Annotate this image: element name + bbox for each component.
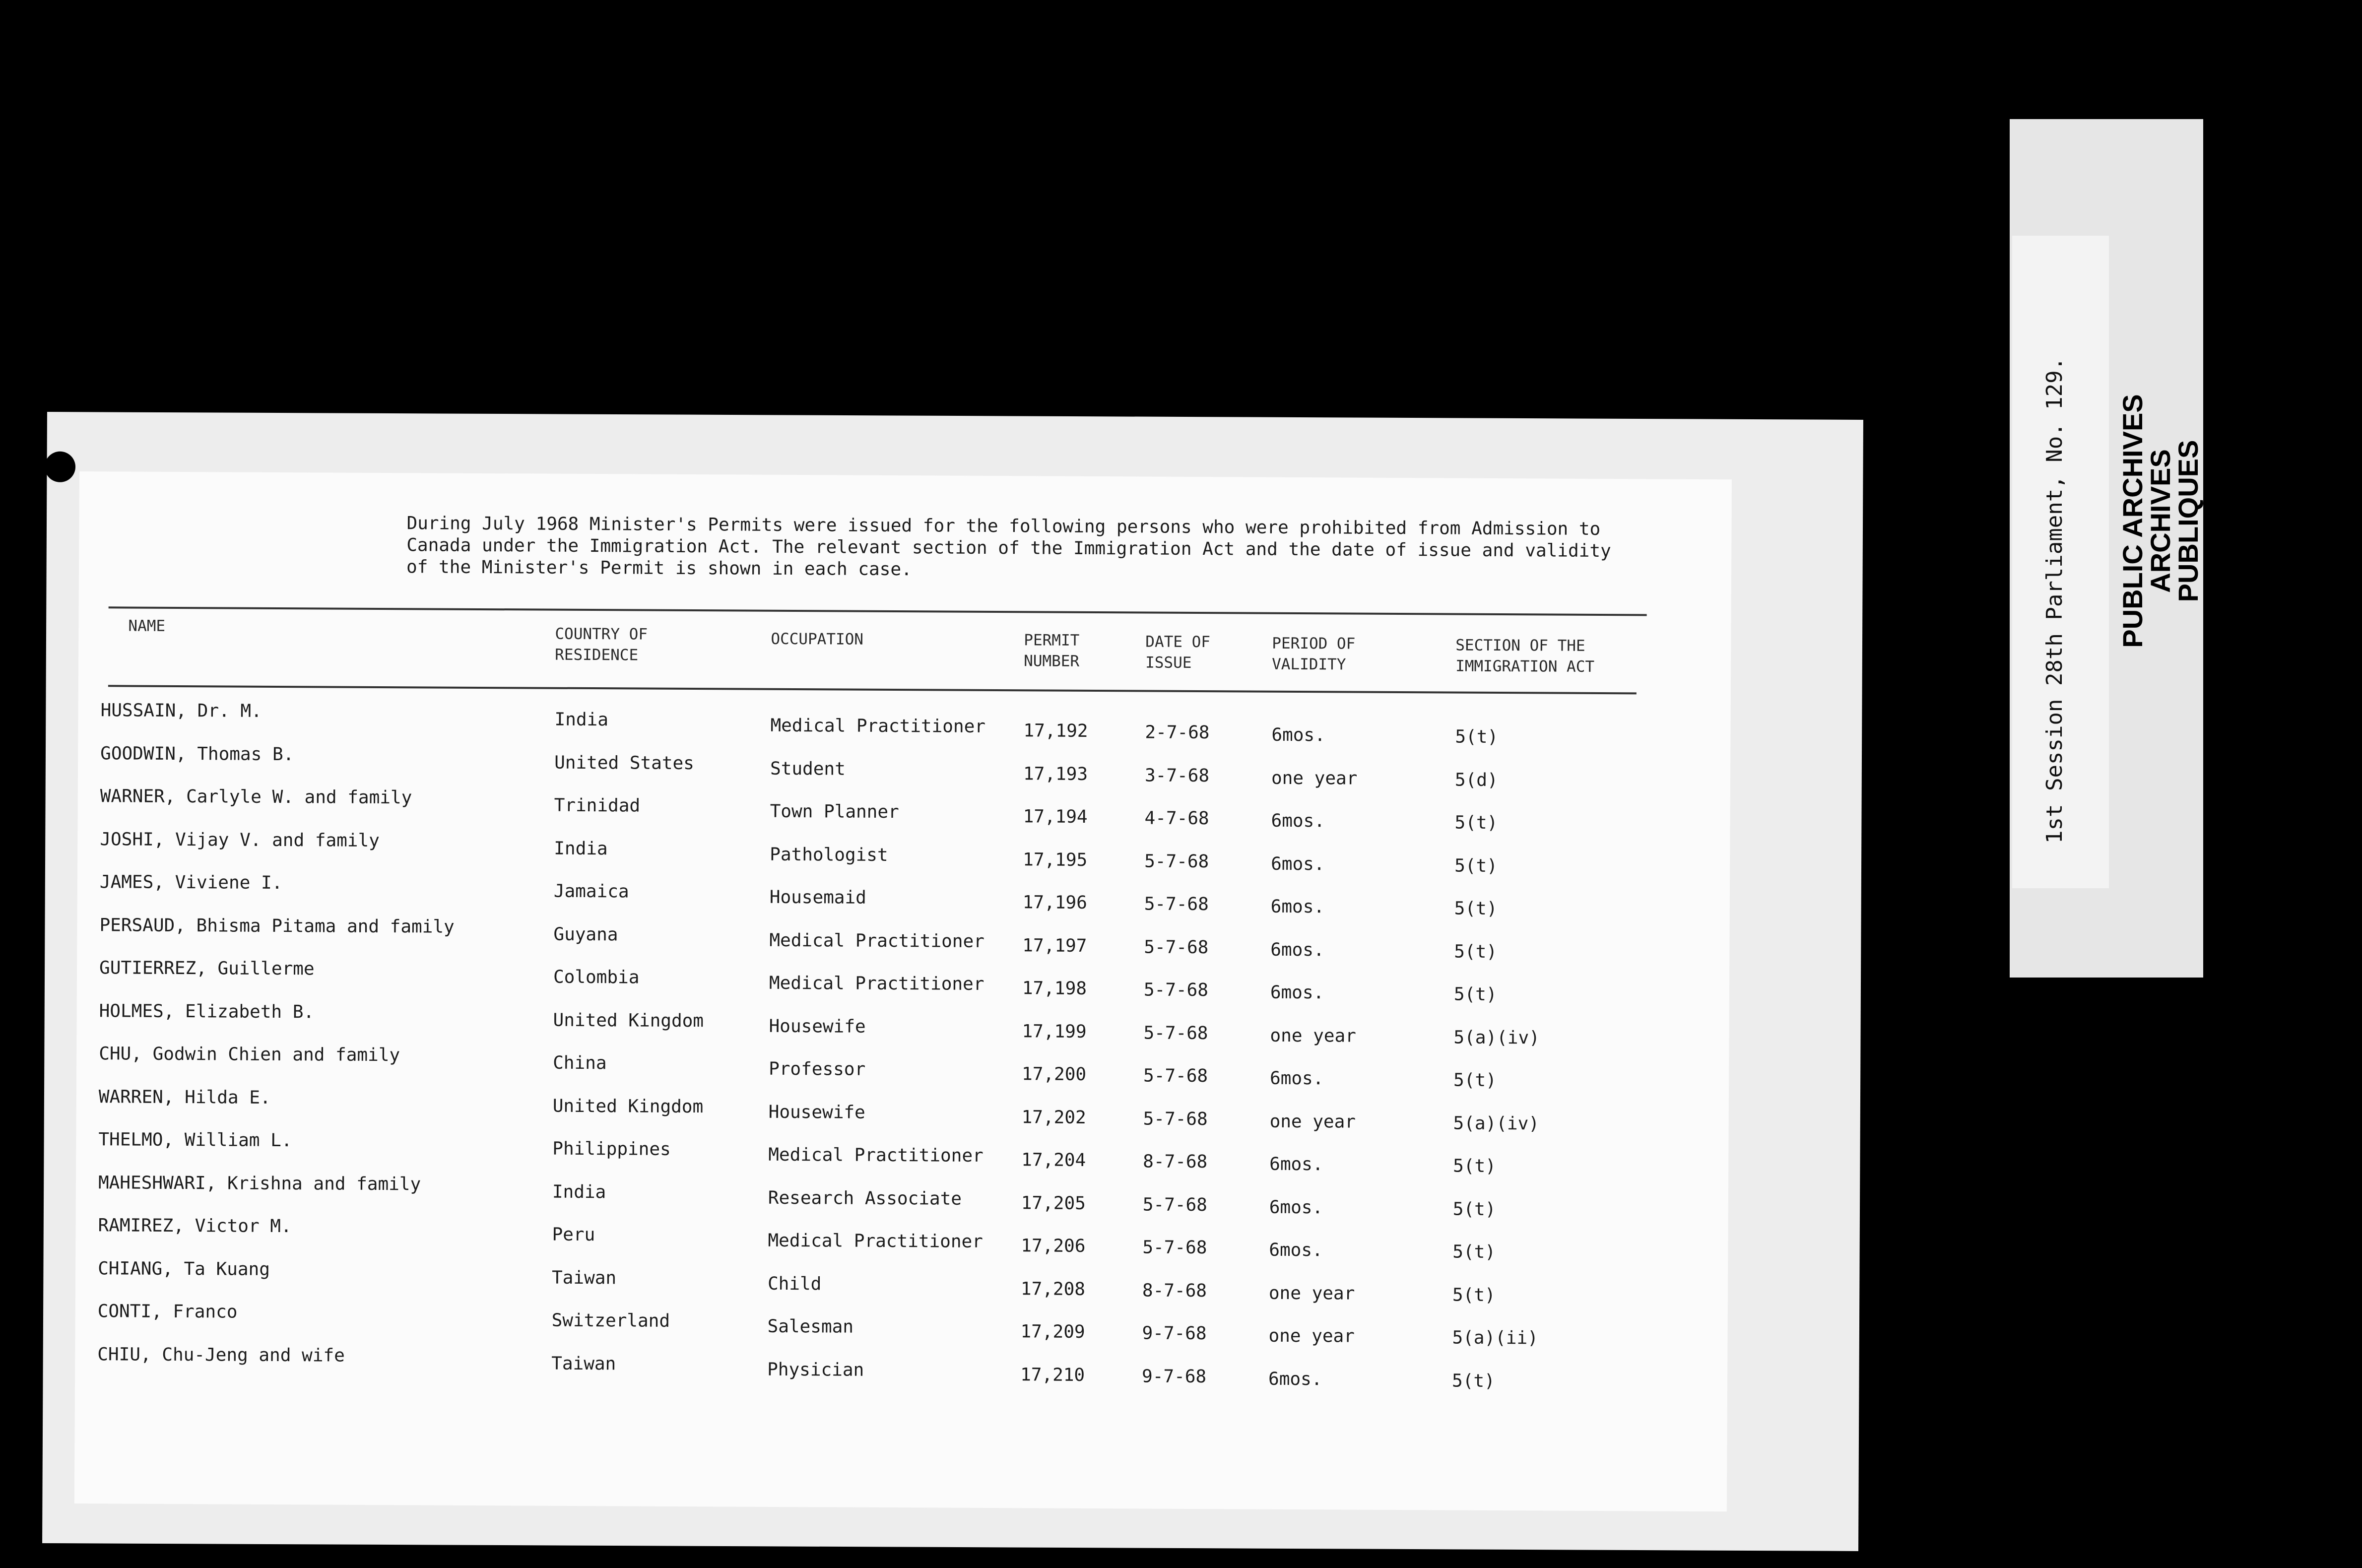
row-name: RAMIREZ, Victor M. (98, 1215, 292, 1237)
row-section: 5(t) (1453, 1156, 1496, 1176)
row-occupation: Medical Practitioner (768, 1144, 984, 1166)
header-period: PERIOD OF VALIDITY (1272, 634, 1356, 674)
row-period-of-validity: 6mos. (1271, 853, 1325, 874)
row-country: United Kingdom (552, 1096, 704, 1117)
row-country: China (553, 1052, 607, 1074)
table-row (75, 1301, 1727, 1350)
session-label: 1st Session 28th Parliament, No. 129. (2042, 357, 2067, 844)
header-name: NAME (128, 617, 166, 635)
table-row (76, 1000, 1729, 1049)
header-section: SECTION OF THE IMMIGRATION ACT (1455, 636, 1595, 676)
row-name: HUSSAIN, Dr. M. (100, 700, 262, 721)
row-occupation: Medical Practitioner (769, 930, 984, 952)
row-date-of-issue: 5-7-68 (1143, 1065, 1208, 1087)
row-permit-number: 17,196 (1022, 892, 1087, 913)
row-date-of-issue: 5-7-68 (1144, 850, 1209, 872)
row-section: 5(t) (1452, 1285, 1496, 1306)
table-row (76, 1086, 1729, 1135)
row-country: India (554, 838, 608, 859)
row-country: United States (554, 752, 695, 774)
row-occupation: Housewife (769, 1016, 866, 1037)
row-occupation: Research Associate (768, 1187, 962, 1209)
header-country: COUNTRY OF RESIDENCE (555, 625, 648, 664)
row-section: 5(t) (1451, 1371, 1495, 1391)
row-period-of-validity: 6mos. (1268, 1369, 1322, 1389)
row-name: CHIANG, Ta Kuang (98, 1258, 270, 1280)
row-period-of-validity: one year (1271, 768, 1358, 789)
row-period-of-validity: 6mos. (1269, 1154, 1323, 1175)
row-date-of-issue: 8-7-68 (1142, 1280, 1207, 1301)
header-top-rule (109, 606, 1647, 616)
row-date-of-issue: 5-7-68 (1143, 980, 1209, 1001)
row-permit-number: 17,202 (1021, 1107, 1086, 1128)
table-row (75, 1257, 1728, 1307)
row-permit-number: 17,199 (1022, 1021, 1087, 1042)
row-country: Colombia (553, 967, 640, 988)
row-occupation: Student (770, 758, 846, 780)
header-bottom-rule (108, 685, 1637, 694)
row-section: 5(a)(iv) (1453, 1113, 1540, 1134)
table-row (78, 700, 1730, 749)
row-section: 5(t) (1453, 1070, 1497, 1091)
row-period-of-validity: one year (1268, 1283, 1355, 1304)
row-name: PERSAUD, Bhisma Pitama and family (99, 915, 455, 937)
row-date-of-issue: 5-7-68 (1144, 894, 1209, 915)
intro-paragraph: During July 1968 Minister's Permits were issued for the following persons who were prohibited from Admission to Canada under the Immigration Act. The relevant section of the Immigration Act and the date of issue and validity of the Minister's Permit is shown in each case. (406, 513, 1611, 580)
row-occupation: Medical Practitioner (770, 715, 986, 737)
row-date-of-issue: 4-7-68 (1144, 808, 1209, 829)
row-section: 5(t) (1452, 1241, 1496, 1262)
table-row (77, 914, 1729, 964)
table-row (77, 871, 1730, 921)
row-date-of-issue: 5-7-68 (1143, 1022, 1208, 1044)
table-row (77, 828, 1730, 878)
row-name: THELMO, William L. (98, 1129, 292, 1151)
row-section: 5(a)(ii) (1452, 1327, 1538, 1349)
row-occupation: Pathologist (770, 844, 888, 865)
row-section: 5(t) (1455, 726, 1499, 747)
permit-table-body (78, 700, 1731, 1391)
row-permit-number: 17,192 (1023, 720, 1088, 741)
header-occupation: OCCUPATION (771, 630, 864, 649)
row-permit-number: 17,210 (1020, 1364, 1085, 1385)
row-name: CHU, Godwin Chien and family (99, 1044, 400, 1066)
row-country: Peru (552, 1224, 595, 1245)
row-permit-number: 17,205 (1021, 1192, 1086, 1214)
row-name: WARREN, Hilda E. (98, 1086, 271, 1108)
row-occupation: Medical Practitioner (769, 973, 984, 994)
row-country: Guyana (553, 924, 618, 945)
row-section: 5(t) (1453, 984, 1497, 1005)
row-permit-number: 17,198 (1022, 978, 1087, 999)
row-name: JOSHI, Vijay V. and family (100, 829, 380, 851)
row-permit-number: 17,193 (1023, 763, 1088, 784)
row-name: JAMES, Viviene I. (99, 872, 283, 894)
row-section: 5(t) (1454, 812, 1498, 833)
row-section: 5(a)(iv) (1453, 1027, 1540, 1048)
row-occupation: Salesman (767, 1316, 854, 1337)
header-permit: PERMIT NUMBER (1024, 631, 1080, 670)
header-date: DATE OF ISSUE (1145, 633, 1211, 672)
row-name: WARNER, Carlyle W. and family (100, 786, 412, 808)
row-occupation: Professor (769, 1058, 866, 1080)
row-country: Taiwan (551, 1353, 616, 1374)
row-date-of-issue: 9-7-68 (1142, 1323, 1207, 1344)
row-section: 5(t) (1454, 855, 1498, 876)
row-date-of-issue: 8-7-68 (1143, 1151, 1208, 1173)
table-row (76, 1172, 1728, 1221)
stamp-text: PUBLIC ARCHIVES ARCHIVES PUBLIQUES CANADA (2117, 394, 2231, 648)
row-period-of-validity: 6mos. (1271, 810, 1325, 832)
row-occupation: Child (767, 1273, 822, 1294)
row-date-of-issue: 5-7-68 (1142, 1194, 1207, 1215)
row-country: Jamaica (553, 881, 629, 902)
table-row (75, 1215, 1728, 1264)
row-permit-number: 17,204 (1021, 1150, 1086, 1171)
row-permit-number: 17,200 (1021, 1064, 1087, 1085)
row-date-of-issue: 5-7-68 (1144, 936, 1209, 958)
table-row (77, 957, 1729, 1007)
row-period-of-validity: one year (1268, 1325, 1355, 1347)
table-row (76, 1043, 1729, 1093)
row-country: India (554, 709, 609, 730)
row-occupation: Housemaid (769, 887, 866, 908)
row-period-of-validity: 6mos. (1270, 896, 1325, 917)
row-name: GUTIERREZ, Guillerme (99, 958, 315, 980)
row-period-of-validity: 6mos. (1269, 1240, 1323, 1261)
row-date-of-issue: 5-7-68 (1143, 1108, 1208, 1129)
row-name: CONTI, Franco (97, 1301, 238, 1322)
row-section: 5(t) (1452, 1199, 1496, 1220)
row-period-of-validity: 6mos. (1269, 1068, 1324, 1089)
row-country: Philippines (552, 1138, 671, 1160)
punch-hole (45, 452, 75, 482)
row-permit-number: 17,194 (1023, 806, 1088, 827)
row-section: 5(t) (1454, 898, 1498, 919)
table-row (76, 1129, 1728, 1178)
row-country: Trinidad (554, 795, 641, 816)
row-name: GOODWIN, Thomas B. (100, 743, 294, 765)
row-occupation: Medical Practitioner (768, 1230, 984, 1252)
row-country: United Kingdom (553, 1010, 704, 1031)
row-period-of-validity: 6mos. (1269, 1197, 1323, 1218)
row-permit-number: 17,197 (1022, 935, 1087, 956)
row-occupation: Physician (767, 1359, 864, 1380)
table-row (77, 785, 1730, 835)
row-date-of-issue: 3-7-68 (1144, 765, 1210, 786)
row-date-of-issue: 5-7-68 (1142, 1237, 1207, 1258)
document-page (74, 471, 1732, 1511)
row-section: 5(t) (1454, 941, 1498, 962)
row-name: CHIU, Chu-Jeng and wife (97, 1344, 345, 1366)
row-country: India (552, 1181, 606, 1202)
row-permit-number: 17,206 (1021, 1236, 1086, 1256)
row-date-of-issue: 2-7-68 (1145, 722, 1210, 743)
row-name: HOLMES, Elizabeth B. (99, 1000, 315, 1022)
row-permit-number: 17,209 (1020, 1321, 1085, 1342)
row-occupation: Town Planner (770, 801, 899, 823)
row-name: MAHESHWARI, Krishna and family (98, 1172, 421, 1194)
row-period-of-validity: 6mos. (1270, 939, 1324, 960)
row-period-of-validity: 6mos. (1271, 724, 1325, 746)
row-period-of-validity: 6mos. (1270, 982, 1324, 1003)
row-date-of-issue: 9-7-68 (1142, 1366, 1207, 1387)
row-country: Switzerland (551, 1310, 670, 1331)
row-permit-number: 17,208 (1020, 1278, 1086, 1300)
row-period-of-validity: one year (1269, 1111, 1356, 1132)
table-row (75, 1343, 1727, 1393)
row-section: 5(d) (1454, 770, 1498, 790)
row-permit-number: 17,195 (1023, 849, 1088, 870)
row-occupation: Housewife (768, 1102, 865, 1123)
row-period-of-validity: one year (1270, 1025, 1356, 1046)
archives-stamp (2119, 372, 2230, 670)
table-row (78, 742, 1730, 792)
row-country: Taiwan (551, 1267, 617, 1288)
